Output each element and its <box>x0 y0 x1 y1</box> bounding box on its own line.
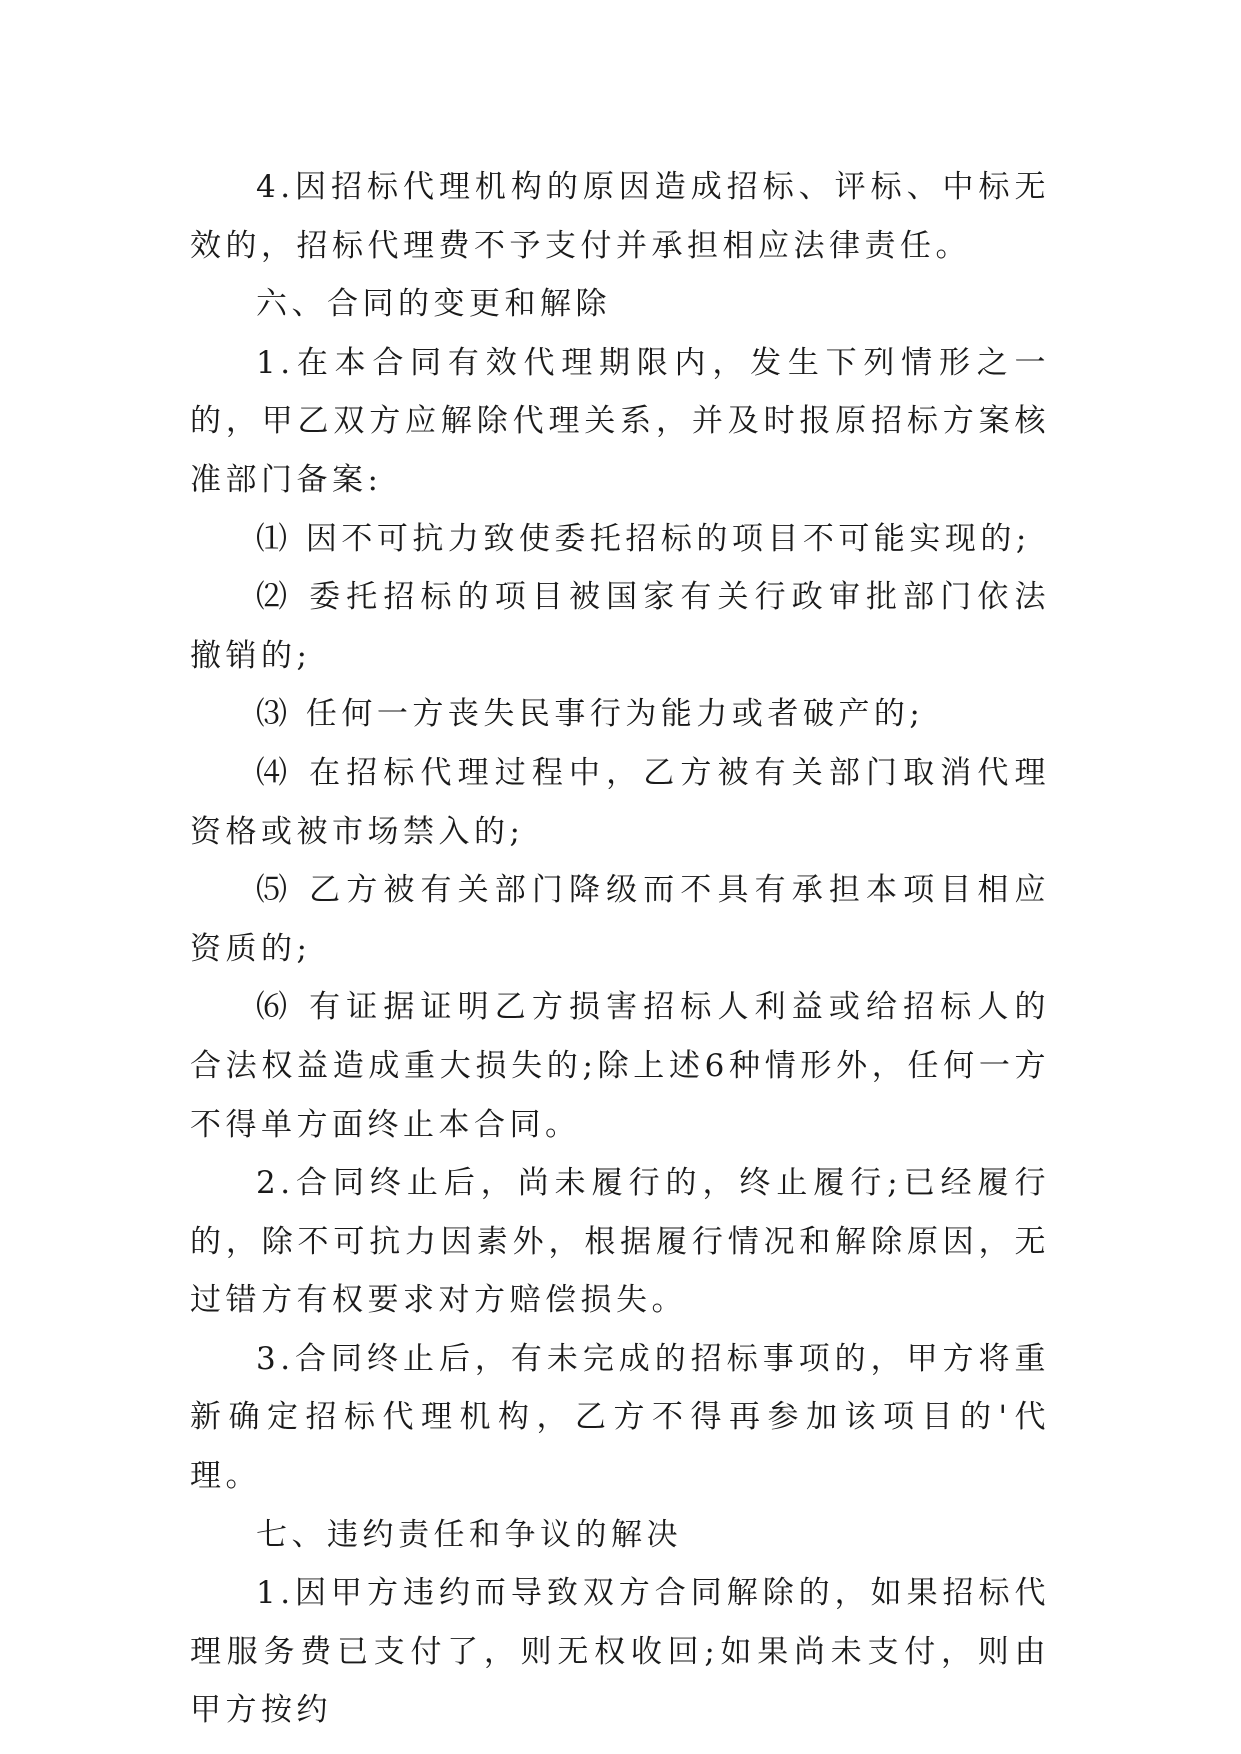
paragraph: 4.因招标代理机构的原因造成招标、评标、中标无效的，招标代理费不予支付并承担相应法律责任。 <box>190 169 1050 264</box>
document-body <box>190 158 1050 1740</box>
list-item: ⑹ 有证据证明乙方损害招标人利益或给招标人的合法权益造成重大损失的;除上述6种情形外，任何一方不得单方面终止本合同。 <box>190 989 1050 1143</box>
section-heading: 六、合同的变更和解除 <box>256 286 611 323</box>
list-item: ⑵ 委托招标的项目被国家有关行政审批部门依法撤销的; <box>190 579 1050 674</box>
list-item: ⑴ 因不可抗力致使委托招标的项目不可能实现的; <box>256 520 1031 557</box>
list-item: ⑷ 在招标代理过程中，乙方被有关部门取消代理资格或被市场禁入的; <box>190 754 1050 850</box>
paragraph: 2.合同终止后，尚未履行的，终止履行;已经履行的，除不可抗力因素外，根据履行情况和解除原因，无过错方有权要求对方赔偿损失。 <box>190 1165 1050 1319</box>
paragraph: 3.合同终止后，有未完成的招标事项的，甲方将重新确定招标代理机构，乙方不得再参加该项目的'代理。 <box>190 1340 1050 1495</box>
list-item: ⑸ 乙方被有关部门降级而不具有承担本项目相应资质的; <box>190 872 1050 967</box>
paragraph: 1.在本合同有效代理期限内，发生下列情形之一的，甲乙双方应解除代理关系，并及时报原招标方案核准部门备案: <box>190 344 1050 498</box>
section-heading: 七、违约责任和争议的解决 <box>256 1516 682 1553</box>
paragraph: 1.因甲方违约而导致双方合同解除的，如果招标代理服务费已支付了，则无权收回;如果尚未支付，则由甲方按约 <box>190 1575 1050 1729</box>
list-item: ⑶ 任何一方丧失民事行为能力或者破产的; <box>256 696 925 733</box>
